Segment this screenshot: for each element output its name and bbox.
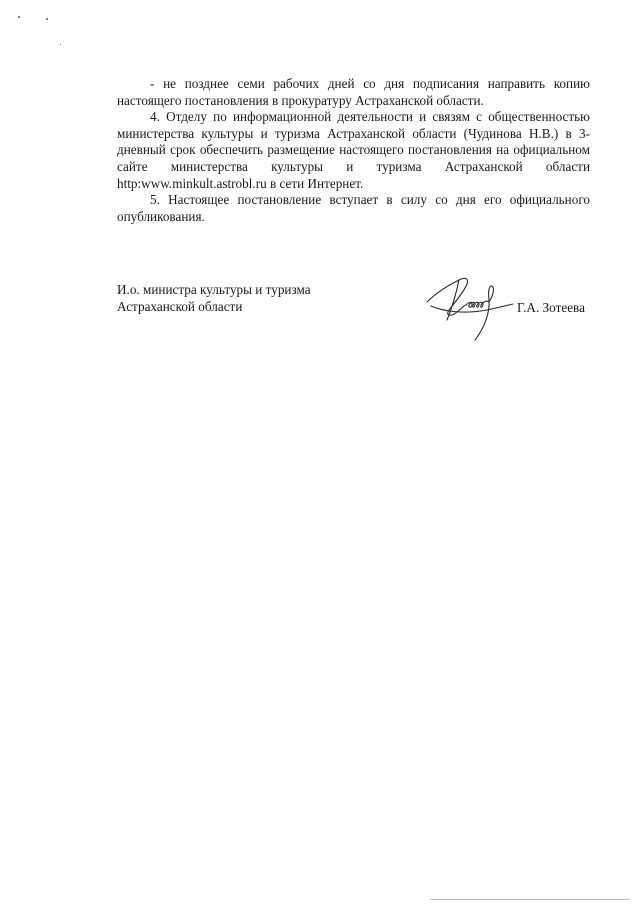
signatory-name: Г.А. Зотеева bbox=[517, 300, 585, 315]
paragraph-item-4-publication: 4. Отделу по информационной деятельности и связям с общественностью министерства культуры и туризма Астраханской области (Чудинова Н.В.) в 3- дневный срок обеспечить размещение настоящего постановления на официальном сайте министерства культуры и туризма Астраханской области http:www.minkult.astrobl.ru в сети Интернет. bbox=[117, 109, 590, 191]
scan-speck bbox=[18, 16, 20, 18]
signatory-position-line1: И.о. министра культуры и туризма bbox=[117, 282, 311, 297]
scan-speck bbox=[46, 18, 48, 20]
signatory-position bbox=[117, 281, 311, 315]
signatory-position-line2: Астраханской области bbox=[117, 299, 243, 314]
paragraph-item-copy-to-prosecutor: - не позднее семи рабочих дней со дня подписания направить копию настоящего постановления в прокуратуру Астраханской области. bbox=[117, 76, 590, 108]
document-body bbox=[117, 76, 590, 225]
handwritten-signature bbox=[425, 272, 530, 347]
scan-edge-line bbox=[430, 899, 630, 900]
scan-speck bbox=[60, 44, 61, 45]
paragraph-item-5-effective-date: 5. Настоящее постановление вступает в силу со дня его официального опубликования. bbox=[117, 192, 590, 224]
